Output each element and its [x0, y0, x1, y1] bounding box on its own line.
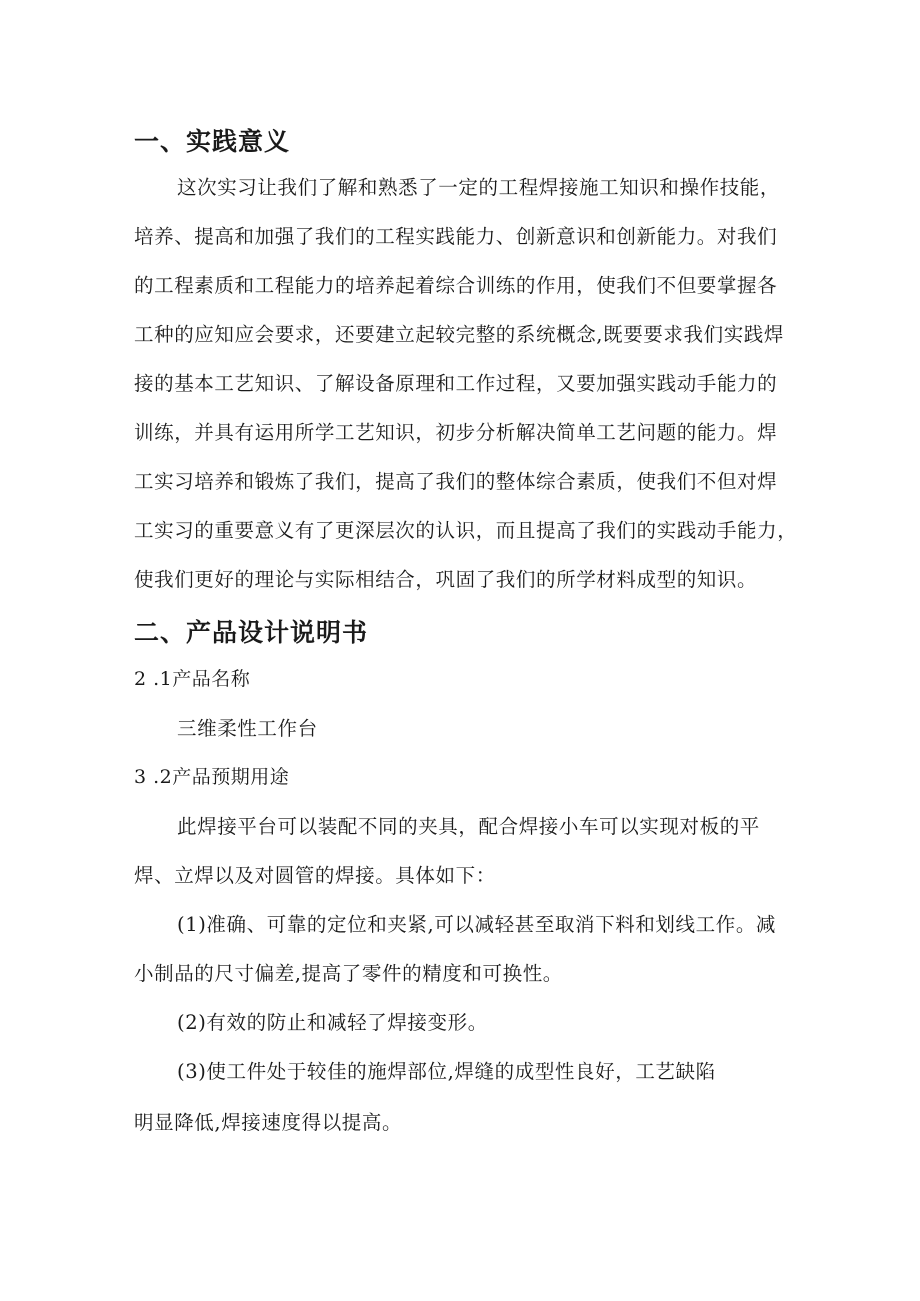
section-heading-product-design: 二、产品设计说明书	[134, 618, 369, 647]
list-item-3: (3)使工件处于较佳的施焊部位,焊缝的成型性良好，工艺缺陷	[177, 1060, 716, 1083]
paragraph-line: 工实习的重要意义有了更深层次的认识，而且提高了我们的实践动手能力，	[134, 519, 798, 542]
paragraph-line: 工种的应知应会要求，还要建立起较完整的系统概念,既要要求我们实践焊	[134, 323, 784, 346]
paragraph-line: 接的基本工艺知识、了解设备原理和工作过程，又要加强实践动手能力的	[134, 372, 778, 395]
paragraph-line: 焊、立焊以及对圆管的焊接。具体如下：	[134, 864, 496, 887]
paragraph-line: 此焊接平台可以装配不同的夹具，配合焊接小车可以实现对板的平	[177, 815, 760, 838]
paragraph-line: 明显降低,焊接速度得以提高。	[134, 1111, 403, 1134]
product-name-text: 三维柔性工作台	[177, 717, 318, 740]
subsection-title-product-name: 2 .1产品名称	[134, 668, 251, 690]
paragraph-line: 训练，并具有运用所学工艺知识，初步分析解决简单工艺问题的能力。焊	[134, 421, 778, 444]
paragraph-line: 的工程素质和工程能力的培养起着综合训练的作用，使我们不但要掌握各	[134, 274, 778, 297]
paragraph-line: 小制品的尺寸偏差,提高了零件的精度和可换性。	[134, 962, 563, 985]
list-item-1: (1)准确、可靠的定位和夹紧,可以减轻甚至取消下料和划线工作。减	[177, 913, 777, 936]
paragraph-line: 使我们更好的理论与实际相结合，巩固了我们的所学材料成型的知识。	[134, 568, 758, 591]
paragraph-line: 这次实习让我们了解和熟悉了一定的工程焊接施工知识和操作技能，	[177, 176, 781, 199]
list-item-2: (2)有效的防止和减轻了焊接变形。	[177, 1011, 488, 1034]
paragraph-line: 培养、提高和加强了我们的工程实践能力、创新意识和创新能力。对我们	[134, 225, 778, 248]
section-heading-practice-significance: 一、实践意义	[134, 127, 291, 156]
subsection-title-intended-use: 3 .2产品预期用途	[134, 766, 290, 788]
paragraph-line: 工实习培养和锻炼了我们，提高了我们的整体综合素质，使我们不但对焊	[134, 470, 778, 493]
